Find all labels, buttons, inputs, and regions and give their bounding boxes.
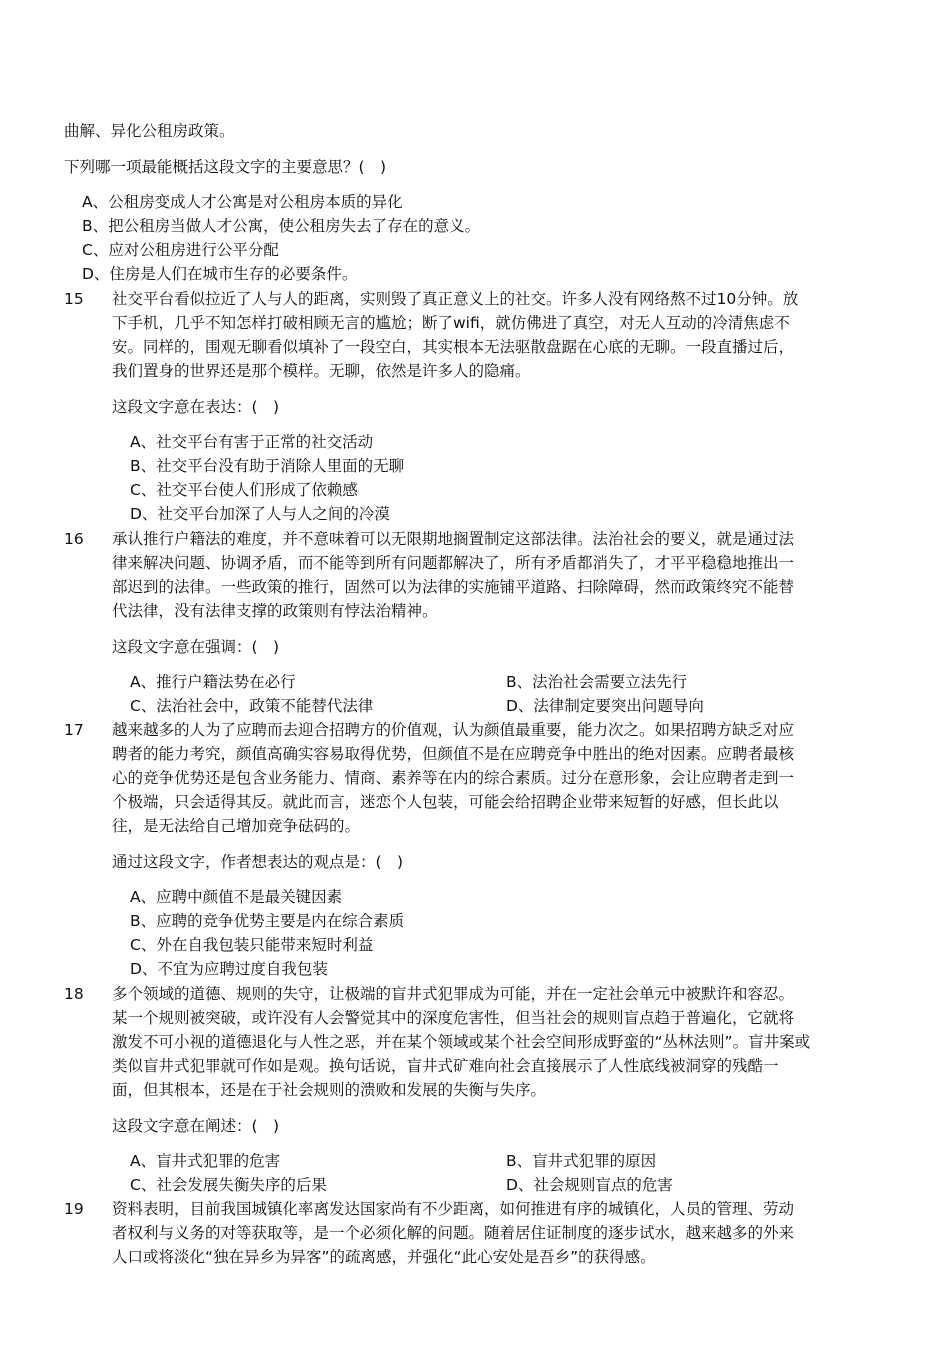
passage-line: 承认推行户籍法的难度，并不意味着可以无限期地搁置制定这部法律。法治社会的要义，就是通过法 [112,530,795,548]
option-b: B、盲井式犯罪的原因 [506,1152,657,1170]
option-d: D、社会规则盲点的危害 [506,1176,673,1194]
option-a: A、应聘中颜值不是最关键因素 [130,888,343,906]
question-text: 这段文字意在强调：( ) [112,638,280,656]
passage-line: 者权利与义务的对等获取等，是一个必须化解的问题。随着居住证制度的逐步试水，越来越多的外来 [112,1224,795,1242]
option-a: A、盲井式犯罪的危害 [130,1152,281,1170]
passage-line: 激发不可小视的道德退化与人性之恶，并在某个领域或某个社会空间形成野蛮的“丛林法则”。盲井案或 [112,1033,811,1051]
passage-line: 面，但其根本，还是在于社会规则的溃败和发展的失衡与失序。 [112,1081,547,1099]
question-number: 16 [64,530,84,548]
passage-line: 人口或将淡化“独在异乡为异客”的疏离感，并强化“此心安处是吾乡”的获得感。 [112,1248,656,1266]
option-d: D、不宜为应聘过度自我包装 [130,960,328,978]
question-number: 15 [64,290,84,308]
option-c: C、应对公租房进行公平分配 [82,241,279,259]
question-text: 通过这段文字，作者想表达的观点是：( ) [112,853,404,871]
passage-line: 代法律，没有法律支撑的政策则有悖法治精神。 [112,602,438,620]
passage-line: 我们置身的世界还是那个模样。无聊，依然是许多人的隐痛。 [112,362,531,380]
question-text: 这段文字意在阐述：( ) [112,1117,280,1135]
option-c: C、外在自我包装只能带来短时利益 [130,936,374,954]
option-b: B、把公租房当做人才公寓，使公租房失去了存在的意义。 [82,217,481,235]
passage-line: 越来越多的人为了应聘而去迎合招聘方的价值观，认为颜值最重要，能力次之。如果招聘方缺乏对应 [112,721,795,739]
passage-line: 律来解决问题、协调矛盾，而不能等到所有问题都解决了，所有矛盾都消失了，才平平稳稳地推出一 [112,554,795,572]
passage-line: 往，是无法给自己增加竞争砝码的。 [112,817,361,835]
option-c: C、法治社会中，政策不能替代法律 [130,697,374,715]
passage-line: 资料表明，目前我国城镇化率离发达国家尚有不少距离，如何推进有序的城镇化，人员的管理、劳动 [112,1200,795,1218]
option-a: A、公租房变成人才公寓是对公租房本质的异化 [82,193,403,211]
option-b: B、社交平台没有助于消除人里面的无聊 [130,457,405,475]
question-text: 这段文字意在表达：( ) [112,398,280,416]
question-number: 17 [64,721,84,739]
option-c: C、社会发展失衡失序的后果 [130,1176,327,1194]
question-text: 下列哪一项最能概括这段文字的主要意思？( ) [64,158,387,176]
option-d: D、社交平台加深了人与人之间的冷漠 [130,505,390,523]
passage-line: 下手机，几乎不知怎样打破相顾无言的尴尬；断了wifi，就仿佛进了真空，对无人互动的冷清焦虑不 [112,314,790,332]
option-b: B、应聘的竞争优势主要是内在综合素质 [130,912,405,930]
option-c: C、社交平台使人们形成了依赖感 [130,481,358,499]
passage-line: 曲解、异化公租房政策。 [64,122,235,140]
passage-line: 多个领域的道德、规则的失守，让极端的盲井式犯罪成为可能，并在一定社会单元中被默许和容忍。 [112,985,795,1003]
option-b: B、法治社会需要立法先行 [506,673,688,691]
passage-line: 某一个规则被突破，或许没有人会警觉其中的深度危害性，但当社会的规则盲点趋于普遍化，它就将 [112,1009,795,1027]
question-number: 18 [64,985,84,1003]
passage-line: 聘者的能力考究，颜值高确实容易取得优势，但颜值不是在应聘竞争中胜出的绝对因素。应聘者最核 [112,745,795,763]
passage-line: 部迟到的法律。一些政策的推行，固然可以为法律的实施铺平道路、扫除障碍，然而政策终究不能替 [112,578,795,596]
passage-line: 心的竞争优势还是包含业务能力、情商、素养等在内的综合素质。过分在意形象，会让应聘者走到一 [112,769,795,787]
question-number: 19 [64,1200,84,1218]
passage-line: 个极端，只会适得其反。就此而言，迷恋个人包装，可能会给招聘企业带来短暂的好感，但长此以 [112,793,779,811]
passage-line: 类似盲井式犯罪就可作如是观。换句话说，盲井式矿难向社会直接展示了人性底线被洞穿的残酷一 [112,1057,779,1075]
passage-line: 安。同样的，围观无聊看似填补了一段空白，其实根本无法驱散盘踞在心底的无聊。一段直播过后， [112,338,795,356]
option-a: A、推行户籍法势在必行 [130,673,296,691]
option-d: D、法律制定要突出问题导向 [506,697,704,715]
option-d: D、住房是人们在城市生存的必要条件。 [82,265,358,283]
option-a: A、社交平台有害于正常的社交活动 [130,433,374,451]
passage-line: 社交平台看似拉近了人与人的距离，实则毁了真正意义上的社交。许多人没有网络熬不过10分钟。放 [112,290,799,308]
